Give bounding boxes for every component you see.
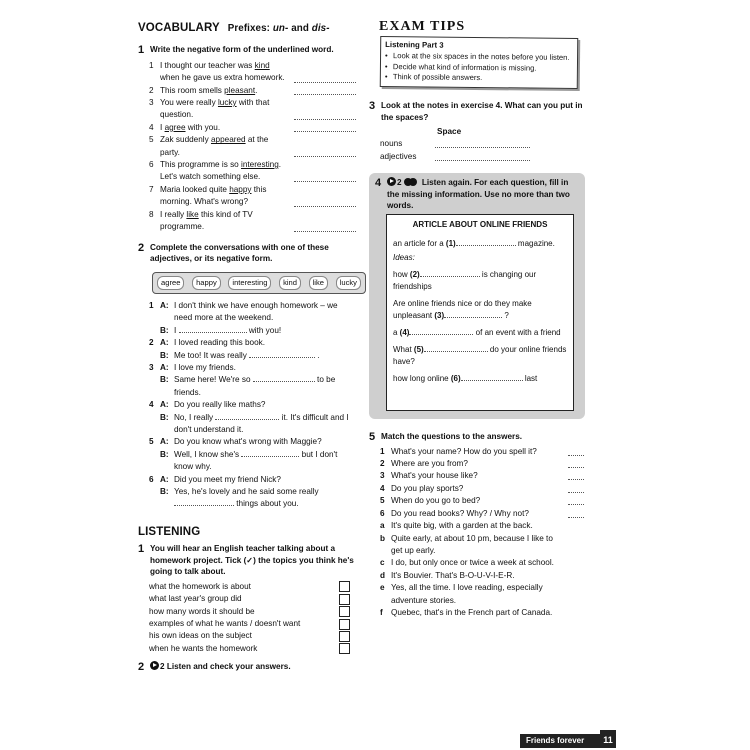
answer-blank[interactable] xyxy=(294,122,356,132)
word-chip: happy xyxy=(192,276,221,290)
answer-item: e Yes, all the time. I love reading, especially adventure stories. xyxy=(380,583,543,605)
footer-unit-title: Friends forever xyxy=(520,734,612,748)
vocab-item: 7 Maria looked quite happy this morning. What's wrong? xyxy=(149,184,356,209)
answer-blank[interactable] xyxy=(294,222,356,232)
vocabulary-title: VOCABULARY xyxy=(138,22,220,34)
space-row-adjectives: adjectives xyxy=(380,151,584,163)
question-item: 2 Where are you from? xyxy=(380,458,584,470)
word-chip: interesting xyxy=(228,276,271,290)
tick-checkbox[interactable] xyxy=(339,619,350,630)
vocab-item: 3 You were really lucky with that question. xyxy=(149,97,356,122)
answer-blank[interactable] xyxy=(249,350,315,358)
vocab-item: 8 I really like this kind of TV programme. xyxy=(149,209,356,234)
answer-blank[interactable] xyxy=(294,85,356,95)
answer-blank[interactable] xyxy=(461,373,523,381)
task-3-instruction: 3 Look at the notes in exercise 4. What can you put in the spaces? xyxy=(369,100,583,122)
space-row-nouns: nouns xyxy=(380,138,584,150)
tick-checkbox[interactable] xyxy=(339,581,350,592)
topic-row: when he wants the homework xyxy=(149,643,356,655)
vocabulary-subtitle: Prefixes: un- and dis- xyxy=(227,23,330,34)
answer-blank[interactable] xyxy=(241,449,299,457)
answer-blank[interactable] xyxy=(294,197,356,207)
answer-blank[interactable] xyxy=(456,238,516,246)
right-column xyxy=(369,19,584,619)
task-4-instruction: 4 2 Listen again. For each question, fill in the missing information. Use no more than two words. xyxy=(375,177,570,211)
exam-tips-box xyxy=(380,36,579,89)
tip-item: • Look at the six spaces in the notes before you listen. xyxy=(385,52,571,64)
question-list xyxy=(369,446,584,520)
answer-blank[interactable] xyxy=(568,471,584,480)
answer-blank[interactable] xyxy=(215,412,279,420)
answer-blank[interactable] xyxy=(174,498,234,506)
answer-blank[interactable] xyxy=(294,147,356,157)
answer-item: a It's quite big, with a garden at the back. xyxy=(380,521,533,531)
answer-blank[interactable] xyxy=(444,310,502,318)
answer-blank[interactable] xyxy=(409,327,473,335)
vocab-item: 4 I agree with you. xyxy=(149,122,356,134)
answer-item: f Quebec, that's in the French part of Canada. xyxy=(380,607,553,617)
vocab-item: 2 This room smells pleasant. xyxy=(149,85,356,97)
vocab-task-1-items xyxy=(138,60,356,234)
tick-checkbox[interactable] xyxy=(339,606,350,617)
answer-blank[interactable] xyxy=(294,110,356,120)
audio-play-icon[interactable] xyxy=(150,661,159,670)
tip-item: • Decide what kind of information is missing. xyxy=(385,62,571,74)
answer-blank[interactable] xyxy=(568,459,584,468)
answer-item: b Quite early, at about 10 pm, because I like to get up early. xyxy=(380,533,553,555)
article-notes: ARTICLE ABOUT ONLINE FRIENDS an article for a (1) magazine. Ideas: how (2) is changing our friendships Are online friends nice or do they make unpleasant (3) ? a (4) of an event with a friend What (5) do your online friends have? how long online (6) last xyxy=(386,214,574,411)
topic-row: how many words it should be xyxy=(149,606,356,618)
tick-checkbox[interactable] xyxy=(339,594,350,605)
answer-blank[interactable] xyxy=(568,484,584,493)
tip-heading: Listening Part 3 xyxy=(385,40,444,51)
answer-blank[interactable] xyxy=(435,139,530,148)
vocab-task-1-instruction: 1 Write the negative form of the underlined word. xyxy=(138,44,334,57)
page-footer xyxy=(520,726,750,750)
topic-row: his own ideas on the subject xyxy=(149,630,356,642)
vocab-task-2-instruction: 2 Complete the conversations with one of these adjectives, or its negative form. xyxy=(138,241,329,263)
vocabulary-heading xyxy=(138,22,356,35)
word-chip: kind xyxy=(279,276,301,290)
answer-item: c I do, but only once or twice a week at school. xyxy=(380,558,554,568)
answer-item: d It's Bouvier. That's B-O-U-V-I-E-R. xyxy=(380,570,515,580)
answer-blank[interactable] xyxy=(424,344,488,352)
page-number: 11 xyxy=(600,730,616,748)
word-chip: like xyxy=(309,276,328,290)
question-item: 3 What's your house like? xyxy=(380,470,584,482)
word-chip: agree xyxy=(157,276,184,290)
answer-blank[interactable] xyxy=(435,152,530,161)
article-title: ARTICLE ABOUT ONLINE FRIENDS xyxy=(412,220,548,230)
tick-checkbox[interactable] xyxy=(339,643,350,654)
vocab-item: 1 I thought our teacher was kind when he gave us extra homework. xyxy=(149,60,356,85)
tip-item: • Think of possible answers. xyxy=(385,73,571,85)
task-5-instruction: 5 Match the questions to the answers. xyxy=(369,431,523,444)
question-item: 5 When do you go to bed? xyxy=(380,495,584,507)
answer-list xyxy=(369,520,584,619)
topic-row: what last year's group did xyxy=(149,593,356,605)
answer-blank[interactable] xyxy=(568,496,584,505)
answer-blank[interactable] xyxy=(568,509,584,518)
listening-task-2-instruction: 2 2 Listen and check your answers. xyxy=(138,661,291,674)
answer-blank[interactable] xyxy=(294,172,356,182)
tick-checkbox[interactable] xyxy=(339,631,350,642)
question-item: 4 Do you play sports? xyxy=(380,483,584,495)
answer-blank[interactable] xyxy=(179,325,247,333)
answer-blank[interactable] xyxy=(294,73,356,83)
vocab-item: 6 This programme is so interesting. Let's watch something else. xyxy=(149,159,356,184)
left-column xyxy=(138,22,356,673)
space-heading: Space xyxy=(437,127,462,137)
task-4-panel xyxy=(369,173,585,419)
listening-task-1-instruction: 1 You will hear an English teacher talking about a homework project. Tick (✓) the topics you think he's going to talk about. xyxy=(138,543,354,577)
question-item: 6 Do you read books? Why? / Why not? xyxy=(380,508,584,520)
cd-icon xyxy=(404,178,418,186)
audio-play-icon[interactable] xyxy=(387,177,396,186)
listening-heading: LISTENING xyxy=(138,525,201,538)
topic-row: what the homework is about xyxy=(149,581,356,593)
topic-row: examples of what he wants / doesn't want xyxy=(149,618,356,630)
answer-blank[interactable] xyxy=(253,374,315,382)
topic-checklist xyxy=(149,581,356,655)
tip-list xyxy=(385,52,571,85)
exam-tips-title: EXAM TIPS xyxy=(379,19,466,34)
answer-blank[interactable] xyxy=(568,447,584,456)
conversations: 1 A: I don't think we have enough homework – we need more at the weekend. B: I with you! 2 A: I loved reading this book. B: Me too! It was really . 3 A: I love my friends. B: Same here! We're so to be friends. 4 A: Do you really like maths? B: No, I really it. It's difficult and I don't understand it. 5 A: Do you know what's wrong with Maggie? B: Well, I know she's but I don't know why. 6 A: Did you meet my friend Nick? B: Yes, he's lovely and he said some really things about you. xyxy=(149,300,349,509)
word-chip: lucky xyxy=(336,276,361,290)
answer-blank[interactable] xyxy=(420,269,480,277)
question-item: 1 What's your name? How do you spell it? xyxy=(380,446,584,458)
word-box xyxy=(152,272,366,294)
vocab-item: 5 Zak suddenly appeared at the party. xyxy=(149,134,356,159)
